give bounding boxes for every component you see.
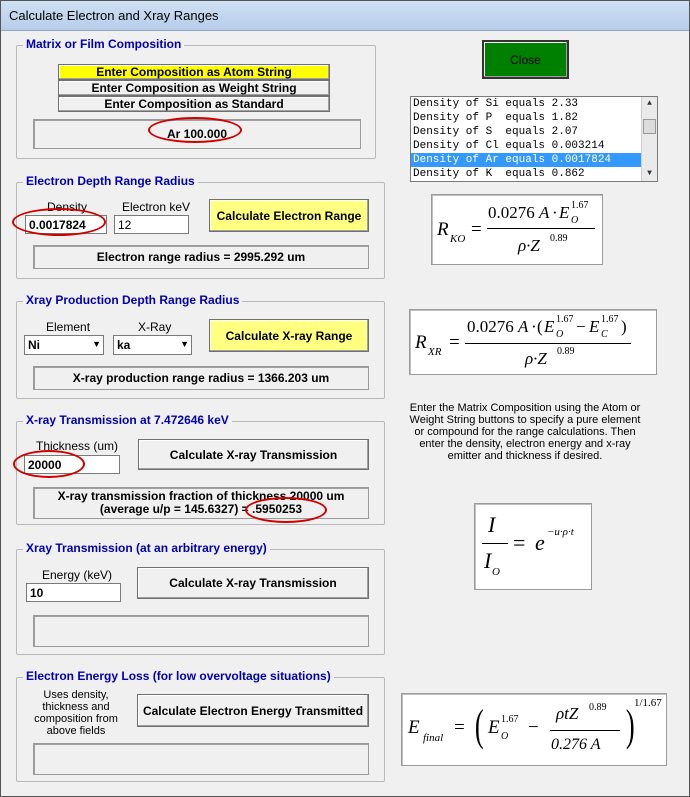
f4-num-pow: 0.89: [589, 702, 607, 713]
f1-denom: ρ·Z: [518, 236, 540, 255]
calc-xray-range-button[interactable]: Calculate X-ray Range: [209, 319, 369, 352]
density-input[interactable]: 0.0017824: [25, 215, 107, 234]
xray-range-group-label: Xray Production Depth Range Radius: [23, 293, 242, 307]
density-label: Density: [47, 200, 88, 214]
calc-xray-transmission-button[interactable]: Calculate X-ray Transmission: [138, 439, 369, 470]
density-list-item[interactable]: Density of Si equals 2.33: [413, 98, 579, 110]
thickness-input[interactable]: 20000: [24, 455, 120, 474]
f4-outer-pow: 1/1.67: [634, 697, 662, 709]
f2-denom-pow: 0.89: [557, 346, 575, 357]
f3-io-sub: O: [492, 566, 500, 578]
f1-e: E: [559, 203, 570, 222]
formula-transmission: [474, 503, 592, 590]
f4-e0: E: [488, 717, 500, 738]
f2-e2: E: [589, 317, 600, 336]
arbitrary-result: [33, 615, 369, 647]
f3-e: e: [535, 530, 545, 555]
density-list-item[interactable]: Density of P equals 1.82: [413, 112, 579, 124]
energy-input[interactable]: 10: [26, 583, 121, 602]
f4-num: ρtZ: [556, 704, 579, 723]
chevron-down-icon: ▼: [180, 339, 189, 349]
density-list-item[interactable]: Density of K equals 0.862: [413, 168, 585, 180]
xray-line-select[interactable]: [113, 335, 192, 355]
standard-button[interactable]: Enter Composition as Standard: [58, 96, 330, 112]
f1-pow: 1.67: [571, 200, 589, 211]
density-list-item[interactable]: Density of Cl equals 0.003214: [413, 140, 605, 152]
transmission-result-line2: [100, 503, 302, 516]
help-line: enter the density, electron energy and x-ray: [419, 438, 631, 450]
note-line: above fields: [46, 725, 106, 737]
density-list-items: [411, 97, 657, 181]
xray-transmission-group-label: X-ray Transmission at 7.472646 keV: [23, 413, 232, 427]
f2-pow2: 1.67: [601, 314, 619, 325]
f3-fraction-bar: [482, 543, 508, 544]
xray-transmission-result: [33, 487, 369, 519]
f2-o: O: [556, 329, 564, 340]
formula-energy-loss: [401, 693, 667, 766]
scroll-thumb[interactable]: [643, 119, 656, 134]
transmission-result-line1: X-ray transmission fraction of thickness 20000 um: [57, 489, 345, 503]
f2-rp: ): [621, 317, 627, 336]
transmission-average: (average u/p = 145.6327) =: [99, 502, 249, 516]
formula-xray-range: [409, 309, 657, 375]
note-line: Uses density,: [43, 689, 109, 701]
weight-string-button[interactable]: Enter Composition as Weight String: [58, 80, 330, 96]
f2-c: C: [601, 329, 608, 340]
f2-e1: E: [544, 317, 555, 336]
electron-group-label: Electron Depth Range Radius: [23, 174, 198, 188]
atom-string-button[interactable]: Enter Composition as Atom String: [58, 64, 330, 80]
composition-display: Ar 100.000: [33, 119, 361, 149]
f2-sub: XR: [428, 346, 442, 358]
energy-loss-group-label: Electron Energy Loss (for low overvoltage situations): [23, 669, 334, 683]
calc-energy-transmitted-button[interactable]: Calculate Electron Energy Transmitted: [137, 694, 369, 727]
energy-label: Energy (keV): [42, 568, 113, 582]
calc-arbitrary-transmission-button[interactable]: Calculate X-ray Transmission: [137, 567, 369, 599]
element-select[interactable]: [24, 335, 104, 355]
f2-minus: −: [576, 317, 586, 336]
density-list[interactable]: [410, 96, 658, 182]
f2-eq: =: [449, 332, 460, 353]
f4-final: final: [423, 732, 444, 744]
xray-line-select-value: ka: [117, 338, 131, 352]
note-line: thickness and: [42, 701, 110, 713]
f4-fraction-bar: [550, 730, 620, 731]
f4-minus: −: [528, 717, 539, 738]
close-button[interactable]: Close: [482, 40, 569, 79]
f4-rp: ): [625, 701, 635, 750]
help-line: Weight String buttons to specify a pure element: [409, 414, 641, 426]
scroll-up-icon[interactable]: ▲: [647, 99, 652, 108]
f2-lp: (: [537, 317, 543, 336]
f4-eq: =: [454, 717, 465, 738]
energy-loss-result: [33, 743, 369, 775]
f3-io: I: [484, 548, 492, 573]
f1-dot: ·: [552, 203, 558, 222]
formula-electron-range: [431, 194, 603, 265]
f2-denom: ρ·Z: [525, 349, 547, 368]
f1-o: O: [571, 215, 579, 226]
note-line: composition from: [34, 713, 118, 725]
electron-range-result: Electron range radius = 2995.292 um: [33, 245, 369, 269]
help-text: [403, 402, 647, 462]
f2-a: A: [518, 317, 529, 336]
transmission-fraction: .5950253: [252, 502, 303, 516]
f2-fraction-bar: [465, 343, 631, 344]
f4-e: E: [408, 717, 420, 738]
electron-kev-label: Electron keV: [122, 200, 191, 214]
help-line: Enter the Matrix Composition using the Atom or: [409, 402, 641, 414]
xray-range-result: X-ray production range radius = 1366.203 um: [33, 366, 369, 390]
f3-i: I: [488, 512, 496, 537]
f1-denom-pow: 0.89: [550, 233, 568, 244]
f2-const: 0.0276: [467, 317, 514, 336]
title-bar: [1, 1, 689, 31]
electron-kev-input[interactable]: 12: [114, 215, 189, 234]
f1-fraction-bar: [487, 228, 595, 229]
help-line: or compound for the range calculations. Then: [414, 426, 636, 438]
energy-loss-note: [28, 689, 124, 737]
density-list-scrollbar[interactable]: [641, 97, 657, 181]
f4-lp: (: [474, 701, 484, 750]
f1-eq: =: [471, 219, 482, 240]
f1-r: R: [437, 219, 449, 240]
chevron-down-icon: ▼: [92, 339, 101, 349]
density-list-item[interactable]: Density of S equals 2.07: [413, 126, 579, 138]
f1-sub: KO: [450, 233, 466, 245]
f4-e0-pow: 1.67: [501, 714, 519, 725]
f2-r: R: [415, 332, 427, 353]
scroll-down-icon[interactable]: ▼: [647, 169, 652, 178]
arbitrary-group-label: Xray Transmission (at an arbitrary energy): [23, 541, 270, 555]
element-label: Element: [46, 320, 91, 334]
f4-denom: 0.276 A: [551, 736, 601, 753]
f4-e0-sub: O: [501, 731, 509, 742]
f2-pow1: 1.67: [556, 314, 574, 325]
f3-pow: −u·ρ·t: [547, 526, 574, 538]
xray-line-label: X-Ray: [138, 320, 172, 334]
density-list-item[interactable]: Density of Ar equals 0.0017824: [411, 153, 657, 167]
calc-electron-range-button[interactable]: Calculate Electron Range: [209, 199, 369, 232]
element-select-value: Ni: [28, 338, 40, 352]
f1-const: 0.0276: [488, 203, 535, 222]
help-line: emitter and thickness if desired.: [447, 450, 603, 462]
f3-eq: =: [513, 530, 526, 555]
f2-dot: ·: [531, 317, 537, 336]
matrix-group-label: Matrix or Film Composition: [23, 37, 184, 51]
window-title: Calculate Electron and Xray Ranges: [9, 8, 219, 23]
f1-a: A: [539, 203, 550, 222]
thickness-label: Thickness (um): [36, 439, 119, 453]
